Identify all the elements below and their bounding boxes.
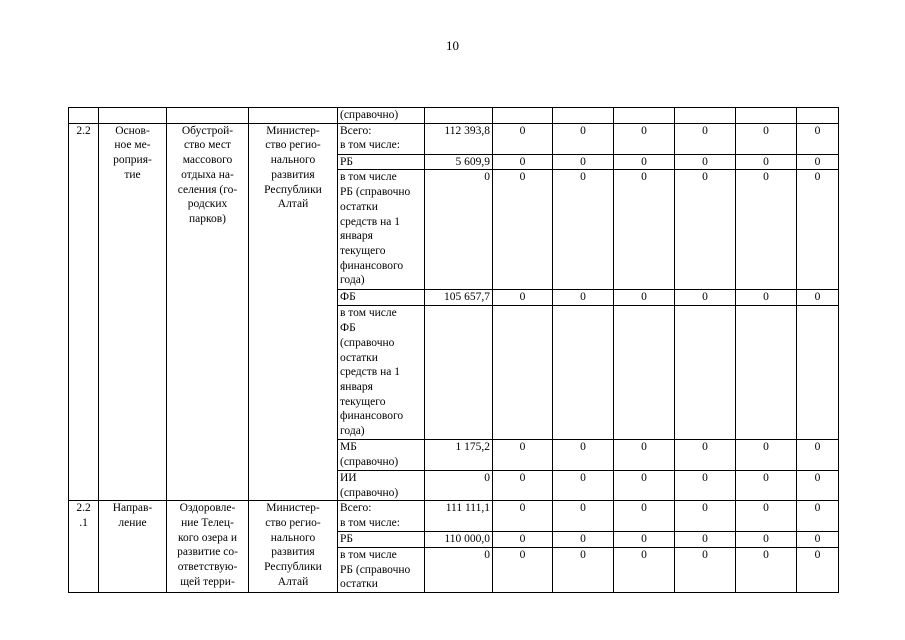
responsible-org: Министер- ство регио- нального развития Республики Алтай [249, 123, 338, 501]
amount-cell: 112 393,8 [425, 123, 493, 154]
value-cell: 0 [614, 170, 675, 290]
event-name: Оздоровле- ние Телец- кого озера и развитие со- ответствую- щей терри- [167, 501, 249, 593]
value-cell: 0 [614, 154, 675, 170]
page-number: 10 [446, 38, 459, 53]
value-cell [797, 306, 839, 440]
value-cell [614, 306, 675, 440]
value-cell: 0 [614, 123, 675, 154]
value-cell: 0 [797, 532, 839, 548]
value-cell: 0 [736, 123, 797, 154]
value-cell: 0 [493, 123, 553, 154]
value-cell: 0 [736, 547, 797, 592]
value-cell: 0 [553, 170, 614, 290]
value-cell: 0 [675, 440, 736, 470]
amount-cell: 0 [425, 170, 493, 290]
value-cell: 0 [614, 470, 675, 500]
table-row [69, 108, 839, 124]
budget-table [68, 107, 839, 593]
amount-cell: 1 175,2 [425, 440, 493, 470]
value-cell: 0 [614, 532, 675, 548]
value-cell: 0 [553, 547, 614, 592]
source-label: ИИ (справочно) [338, 470, 425, 500]
value-cell: 0 [675, 290, 736, 306]
value-cell: 0 [797, 290, 839, 306]
value-cell: 0 [614, 501, 675, 532]
source-label: в том числе РБ (справочно остатки средств на 1 января текущего финансового года) [338, 170, 425, 290]
value-cell: 0 [493, 532, 553, 548]
value-cell: 0 [493, 154, 553, 170]
value-cell: 0 [553, 532, 614, 548]
value-cell: 0 [614, 547, 675, 592]
value-cell: 0 [553, 501, 614, 532]
value-cell: 0 [736, 532, 797, 548]
value-cell: 0 [493, 290, 553, 306]
source-label: Всего: в том числе: [338, 501, 425, 532]
value-cell: 0 [675, 532, 736, 548]
value-cell: 0 [797, 470, 839, 500]
value-cell: 0 [675, 470, 736, 500]
value-cell: 0 [493, 547, 553, 592]
value-cell: 0 [614, 440, 675, 470]
table-row [69, 501, 839, 532]
value-cell: 0 [797, 170, 839, 290]
amount-cell: 0 [425, 547, 493, 592]
source-label: (справочно) [338, 108, 425, 124]
value-cell: 0 [553, 440, 614, 470]
amount-cell: 111 111,1 [425, 501, 493, 532]
value-cell: 0 [553, 470, 614, 500]
event-type: Основ- ное ме- роприя- тие [99, 123, 167, 501]
amount-cell: 105 657,7 [425, 290, 493, 306]
amount-cell: 110 000,0 [425, 532, 493, 548]
source-label: в том числе РБ (справочно остатки [338, 547, 425, 592]
value-cell: 0 [736, 501, 797, 532]
source-label: в том числе ФБ (справочно остатки средств на 1 января текущего финансового года) [338, 306, 425, 440]
value-cell: 0 [675, 501, 736, 532]
value-cell [493, 306, 553, 440]
value-cell: 0 [736, 170, 797, 290]
value-cell: 0 [493, 470, 553, 500]
value-cell: 0 [736, 154, 797, 170]
value-cell: 0 [736, 440, 797, 470]
amount-cell: 0 [425, 470, 493, 500]
source-label: ФБ [338, 290, 425, 306]
value-cell: 0 [493, 170, 553, 290]
value-cell: 0 [675, 154, 736, 170]
value-cell: 0 [553, 290, 614, 306]
source-label: Всего: в том числе: [338, 123, 425, 154]
row-code: 2.2 [69, 123, 99, 501]
row-code: 2.2 .1 [69, 501, 99, 593]
value-cell: 0 [797, 154, 839, 170]
event-type: Направ- ление [99, 501, 167, 593]
value-cell: 0 [797, 501, 839, 532]
value-cell: 0 [675, 170, 736, 290]
value-cell [736, 306, 797, 440]
amount-cell: 5 609,9 [425, 154, 493, 170]
value-cell: 0 [797, 123, 839, 154]
value-cell: 0 [553, 123, 614, 154]
amount-cell [425, 306, 493, 440]
source-label: РБ [338, 532, 425, 548]
responsible-org: Министер- ство регио- нального развития Республики Алтай [249, 501, 338, 593]
value-cell: 0 [797, 440, 839, 470]
table-row [69, 123, 839, 154]
value-cell: 0 [675, 547, 736, 592]
value-cell [675, 306, 736, 440]
value-cell: 0 [614, 290, 675, 306]
source-label: РБ [338, 154, 425, 170]
value-cell: 0 [493, 440, 553, 470]
value-cell: 0 [736, 290, 797, 306]
value-cell: 0 [736, 470, 797, 500]
value-cell: 0 [493, 501, 553, 532]
value-cell: 0 [553, 154, 614, 170]
event-name: Обустрой- ство мест массового отдыха на- селения (го- родских парков) [167, 123, 249, 501]
value-cell: 0 [675, 123, 736, 154]
source-label: МБ (справочно) [338, 440, 425, 470]
value-cell: 0 [797, 547, 839, 592]
value-cell [553, 306, 614, 440]
